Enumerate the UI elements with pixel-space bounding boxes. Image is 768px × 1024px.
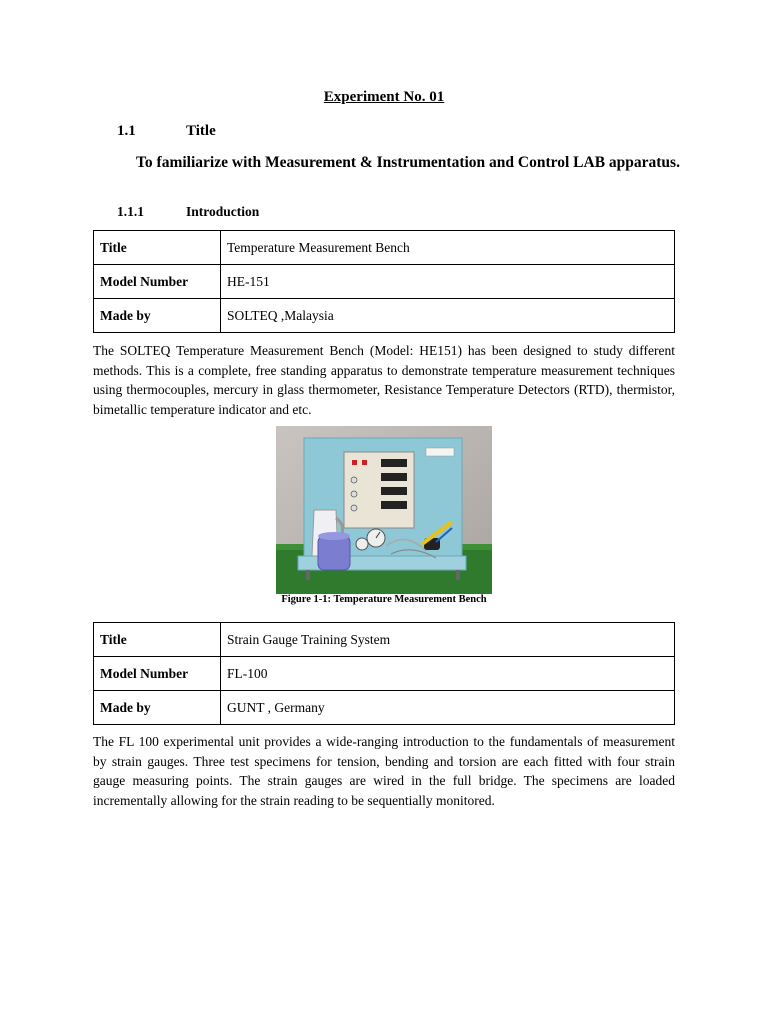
table-key: Model Number bbox=[94, 657, 221, 691]
temperature-bench-photo bbox=[276, 426, 492, 594]
table-value: FL-100 bbox=[221, 657, 675, 691]
subsection-label: Introduction bbox=[186, 204, 260, 219]
table-value: Strain Gauge Training System bbox=[221, 623, 675, 657]
table-row bbox=[94, 265, 675, 299]
experiment-heading: Experiment No. 01 bbox=[323, 89, 445, 105]
table-key: Made by bbox=[94, 691, 221, 725]
section-heading bbox=[117, 123, 216, 140]
table-row bbox=[94, 691, 675, 725]
main-title: To familiarize with Measurement & Instrumentation and Control LAB apparatus. bbox=[136, 154, 680, 171]
section-number: 1.1 bbox=[117, 123, 136, 139]
table-row bbox=[94, 623, 675, 657]
table-row bbox=[94, 299, 675, 333]
apparatus-table-temperature bbox=[93, 230, 675, 333]
strain-gauge-paragraph: The FL 100 experimental unit provides a wide-ranging introduction to the fundamentals of measurement by strain gauges. Three test specimens for tension, bending and torsion are each fitted with four strain gauge measuring points. The strain gauges are wired in the full bridge. The specimens are loaded incrementally allowing for the strain reading to be sequentially monitored. bbox=[93, 734, 675, 808]
figure-caption: Figure 1-1: Temperature Measurement Bench bbox=[281, 594, 487, 605]
table-value: Temperature Measurement Bench bbox=[221, 231, 675, 265]
subsection-heading bbox=[117, 204, 259, 220]
apparatus-table-strain-gauge bbox=[93, 622, 675, 725]
subsection-number: 1.1.1 bbox=[117, 204, 144, 219]
table-value: GUNT , Germany bbox=[221, 691, 675, 725]
table-row bbox=[94, 657, 675, 691]
section-label: Title bbox=[186, 123, 216, 139]
table-key: Title bbox=[94, 623, 221, 657]
table-key: Made by bbox=[94, 299, 221, 333]
table-key: Title bbox=[94, 231, 221, 265]
table-value: HE-151 bbox=[221, 265, 675, 299]
table-value: SOLTEQ ,Malaysia bbox=[221, 299, 675, 333]
intro-paragraph: The SOLTEQ Temperature Measurement Bench (Model: HE151) has been designed to study different methods. This is a complete, free standing apparatus to demonstrate temperature measurement techniques using thermocouples, mercury in glass thermometer, Resistance Temperature Detectors (RTD), thermistor, bimetallic temperature indicator and etc. bbox=[93, 343, 675, 417]
table-row bbox=[94, 231, 675, 265]
table-key: Model Number bbox=[94, 265, 221, 299]
